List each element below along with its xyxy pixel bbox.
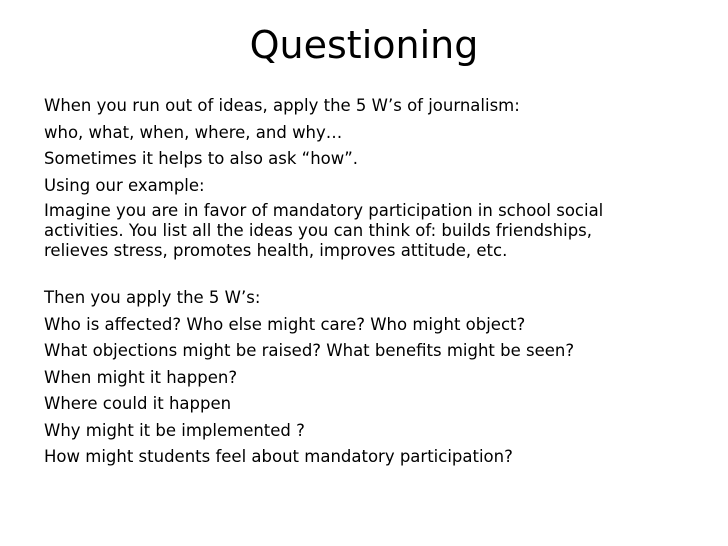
body-line-who: Who is affected? Who else might care? Who might object? (44, 314, 526, 334)
body-line-when: When might it happen? (44, 367, 238, 387)
paragraph-spacer (44, 261, 694, 285)
body-line-5ws: When you run out of ideas, apply the 5 W’s of journalism: (44, 96, 520, 115)
slide-title: Questioning (249, 23, 479, 67)
paragraph-line: Imagine you are in favor of mandatory participation in school social (44, 201, 604, 220)
example-paragraph (44, 199, 694, 261)
body-line-where: Where could it happen (44, 394, 232, 413)
paragraph-line: relieves stress, promotes health, improves attitude, etc. (44, 241, 508, 260)
body-line-how-students: How might students feel about mandatory participation? (44, 447, 513, 466)
paragraph-line: activities. You list all the ideas you can think of: builds friendships, (44, 221, 593, 240)
body-line-how: Sometimes it helps to also ask “how”. (44, 149, 359, 168)
body-line-who-what: who, what, when, where, and why… (44, 122, 343, 142)
body-line-apply: Then you apply the 5 W’s: (44, 288, 261, 307)
body-line-what: What objections might be raised? What benefits might be seen? (44, 341, 575, 360)
body-line-example: Using our example: (44, 175, 205, 195)
slide-body (44, 93, 694, 471)
body-line-why: Why might it be implemented ? (44, 420, 305, 440)
